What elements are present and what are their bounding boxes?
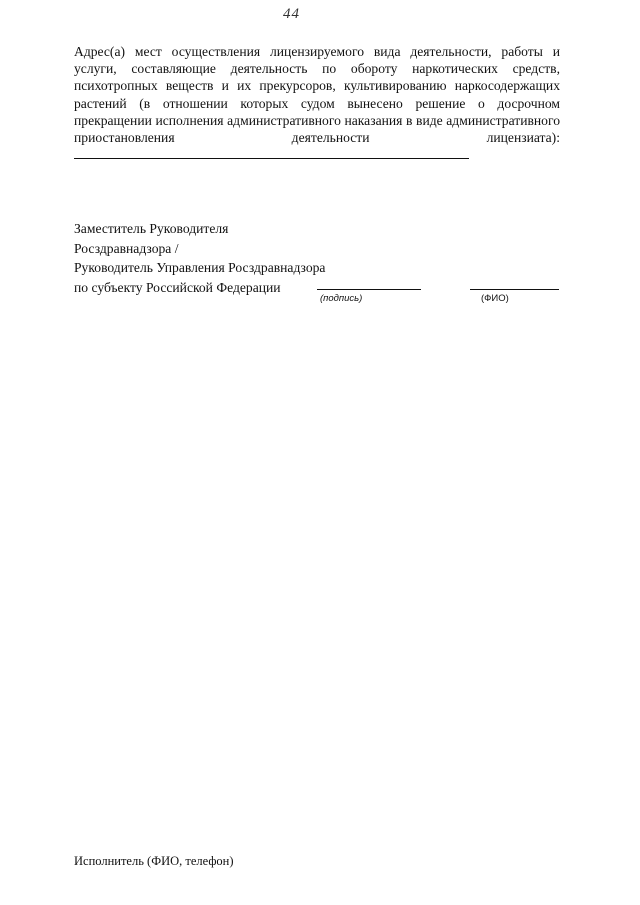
page-number-mark: 44 [283, 6, 300, 22]
signature-caption: (подпись) [320, 293, 363, 304]
signature-blank-line [317, 289, 421, 290]
executor-label: Исполнитель (ФИО, телефон) [74, 854, 234, 868]
address-blank-line [74, 146, 469, 159]
signer-title-line-4: по субъекту Российской Федерации [74, 279, 281, 295]
name-blank-line [470, 289, 559, 290]
signer-title-line-1: Заместитель Руководителя [74, 221, 229, 236]
address-paragraph [74, 43, 560, 163]
name-caption: (ФИО) [481, 293, 509, 304]
signer-title-line-3: Руководитель Управления Росздравнадзора [74, 260, 326, 275]
address-text: Адрес(а) мест осуществления лицензируемого вида деятельности, работы и услуги, составляющие деятельность по обороту наркотических средств, психотропных веществ и их прекурсоров, культивированию наркосодержащих растений (в отношении которых судом вынесено решение о досрочном прекращении исполнения административного наказания в виде административного приостановления деятельности лицензиата): [74, 44, 560, 146]
signer-block [74, 219, 325, 297]
signer-title-line-2: Росздравнадзора / [74, 240, 179, 256]
